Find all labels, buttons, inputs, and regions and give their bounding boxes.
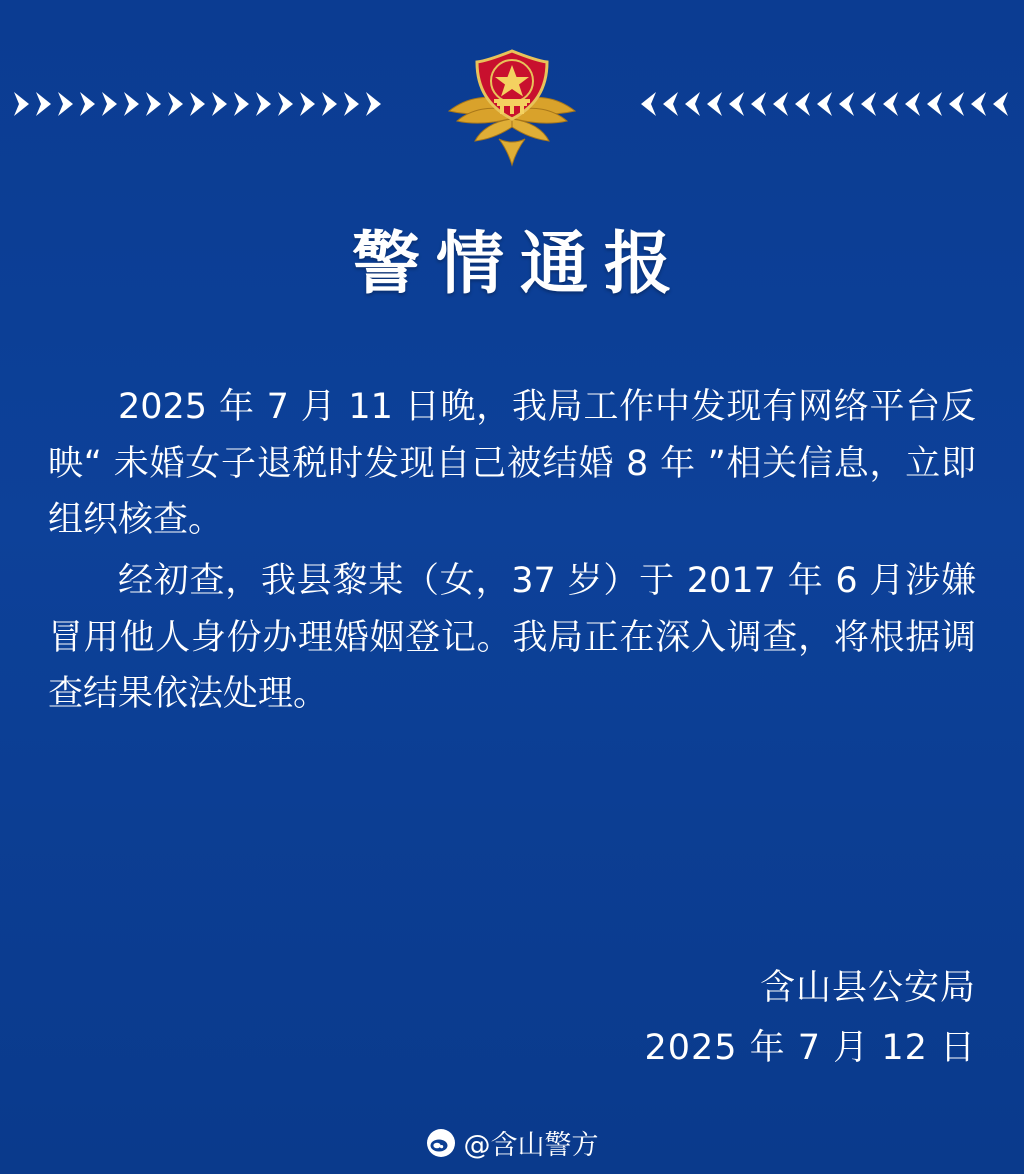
notice-paragraph-1: 2025 年 7 月 11 日晚，我局工作中发现有网络平台反映“ 未婚女子退税时发现自己被结婚 8 年 ”相关信息，立即组织核查。 — [48, 387, 976, 541]
chevron-right-icon — [12, 91, 32, 117]
chevron-left-icon — [770, 91, 790, 117]
chevron-right-icon — [34, 91, 54, 117]
chevron-left-icon — [726, 91, 746, 117]
chevron-right-icon — [320, 91, 340, 117]
chevron-left-icon — [858, 91, 878, 117]
notice-paragraph-2: 经初查，我县黎某（女，37 岁）于 2017 年 6 月涉嫌冒用他人身份办理婚姻登记。我局正在深入调查，将根据调查结果依法处理。 — [48, 561, 976, 715]
chevron-right-icon — [342, 91, 362, 117]
chevron-left-icon — [792, 91, 812, 117]
chevron-right-icon — [144, 91, 164, 117]
chevron-right-icon — [122, 91, 142, 117]
chevron-left-icon — [836, 91, 856, 117]
chevron-right-icon — [166, 91, 186, 117]
issue-date: 2025 年 7 月 12 日 — [644, 1027, 976, 1068]
chevron-left-icon — [880, 91, 900, 117]
chevron-left-icon — [704, 91, 724, 117]
chevron-left-icon — [748, 91, 768, 117]
chevron-left-icon — [660, 91, 680, 117]
chevron-left-icon — [814, 91, 834, 117]
footer-watermark — [0, 1123, 1024, 1162]
notice-body — [48, 379, 976, 723]
chevron-left-icon — [682, 91, 702, 117]
china-police-emblem — [437, 45, 587, 170]
chevron-left-icon — [924, 91, 944, 117]
chevron-right-icon — [298, 91, 318, 117]
chevron-left-icon — [968, 91, 988, 117]
poster-header — [0, 0, 1024, 200]
chevron-left-icon — [638, 91, 658, 117]
chevron-left-icon — [990, 91, 1010, 117]
page-title: 警情通报 — [351, 225, 688, 304]
left-chevron-decoration — [12, 86, 412, 122]
chevron-right-icon — [276, 91, 296, 117]
chevron-right-icon — [78, 91, 98, 117]
issuing-organization: 含山县公安局 — [759, 968, 976, 1008]
chevron-left-icon — [946, 91, 966, 117]
weibo-account: @含山警方 — [463, 1130, 599, 1161]
chevron-right-icon — [56, 91, 76, 117]
weibo-icon — [426, 1128, 456, 1158]
chevron-right-icon — [232, 91, 252, 117]
chevron-right-icon — [188, 91, 208, 117]
chevron-left-icon — [902, 91, 922, 117]
chevron-right-icon — [254, 91, 274, 117]
signature-block — [644, 959, 976, 1078]
chevron-right-icon — [100, 91, 120, 117]
chevron-right-icon — [210, 91, 230, 117]
right-chevron-decoration — [612, 86, 1012, 122]
chevron-right-icon — [364, 91, 384, 117]
